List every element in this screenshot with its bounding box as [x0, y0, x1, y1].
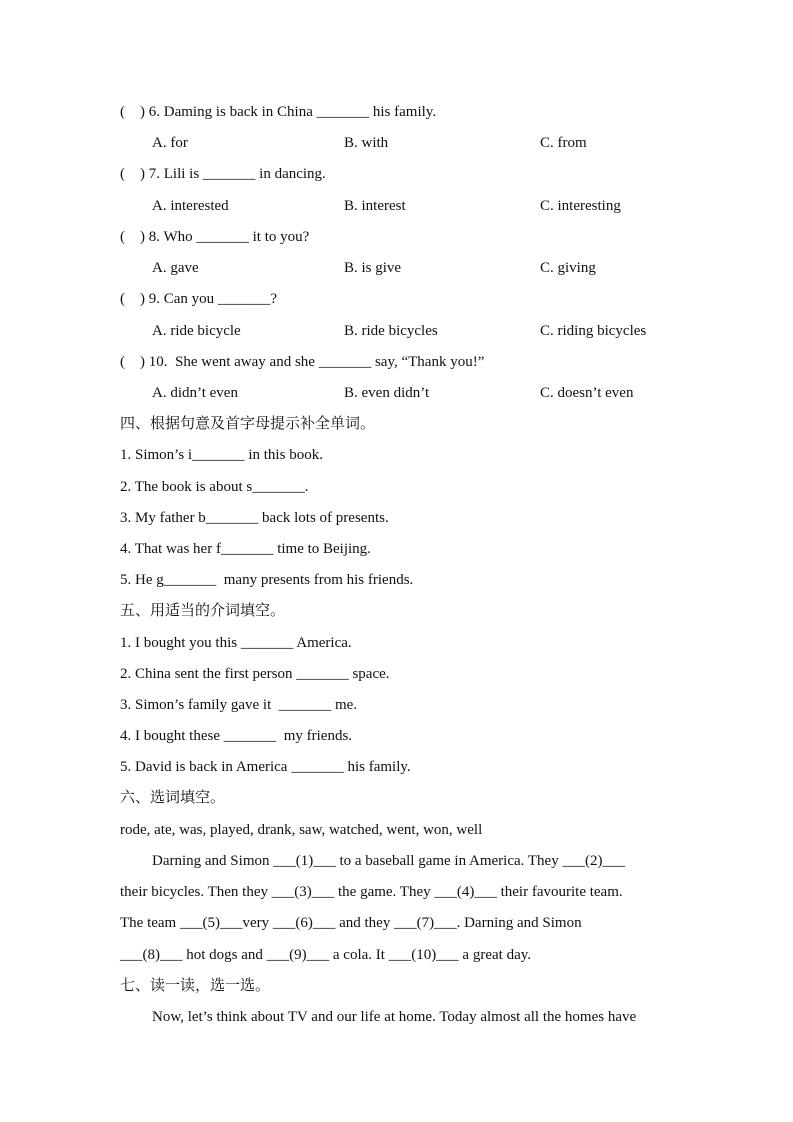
option-c: C. interesting — [540, 198, 621, 214]
option-a: A. ride bicycle — [152, 323, 241, 339]
passage-line: The team ___(5)___very ___(6)___ and they ___(7)___. Darning and Simon — [120, 915, 582, 931]
list-item: 5. He g_______ many presents from his friends. — [120, 572, 414, 588]
option-b: B. with — [344, 135, 389, 151]
section-7-title: 七、读一读，选一选。 — [120, 978, 271, 994]
option-a: A. for — [152, 135, 188, 151]
option-b: B. interest — [344, 198, 406, 214]
list-item: 2. China sent the first person _______ space. — [120, 666, 390, 682]
word-bank: rode, ate, was, played, drank, saw, watched, went, won, well — [120, 822, 483, 838]
option-c: C. doesn’t even — [540, 385, 634, 401]
option-c: C. riding bicycles — [540, 323, 647, 339]
list-item: 5. David is back in America _______ his family. — [120, 759, 411, 775]
option-b: B. even didn’t — [344, 385, 430, 401]
option-a: A. gave — [152, 260, 199, 276]
list-item: 3. Simon’s family gave it _______ me. — [120, 697, 358, 713]
option-a: A. interested — [152, 198, 229, 214]
list-item: 4. That was her f_______ time to Beijing. — [120, 541, 371, 557]
list-item: 3. My father b_______ back lots of presents. — [120, 510, 389, 526]
passage-line: Now, let’s think about TV and our life at home. Today almost all the homes have — [152, 1009, 637, 1025]
section-4-title: 四、根据句意及首字母提示补全单词。 — [120, 416, 376, 432]
question-9: ( ) 9. Can you _______? — [120, 291, 278, 307]
question-8: ( ) 8. Who _______ it to you? — [120, 229, 310, 245]
section-6-title: 六、选词填空。 — [120, 790, 226, 806]
option-b: B. ride bicycles — [344, 323, 438, 339]
section-5-title: 五、用适当的介词填空。 — [120, 603, 286, 619]
passage-line: ___(8)___ hot dogs and ___(9)___ a cola. It ___(10)___ a great day. — [120, 947, 532, 963]
list-item: 1. Simon’s i_______ in this book. — [120, 447, 323, 463]
list-item: 1. I bought you this _______ America. — [120, 635, 352, 651]
option-b: B. is give — [344, 260, 402, 276]
passage-line: their bicycles. Then they ___(3)___ the game. They ___(4)___ their favourite team. — [120, 884, 623, 900]
passage-line: Darning and Simon ___(1)___ to a baseball game in America. They ___(2)___ — [152, 853, 625, 869]
list-item: 4. I bought these _______ my friends. — [120, 728, 353, 744]
list-item: 2. The book is about s_______. — [120, 479, 309, 495]
option-a: A. didn’t even — [152, 385, 238, 401]
question-7: ( ) 7. Lili is _______ in dancing. — [120, 166, 326, 182]
question-10: ( ) 10. She went away and she _______ say, “Thank you!” — [120, 354, 485, 370]
question-6: ( ) 6. Daming is back in China _______ his family. — [120, 104, 437, 120]
option-c: C. from — [540, 135, 587, 151]
option-c: C. giving — [540, 260, 596, 276]
